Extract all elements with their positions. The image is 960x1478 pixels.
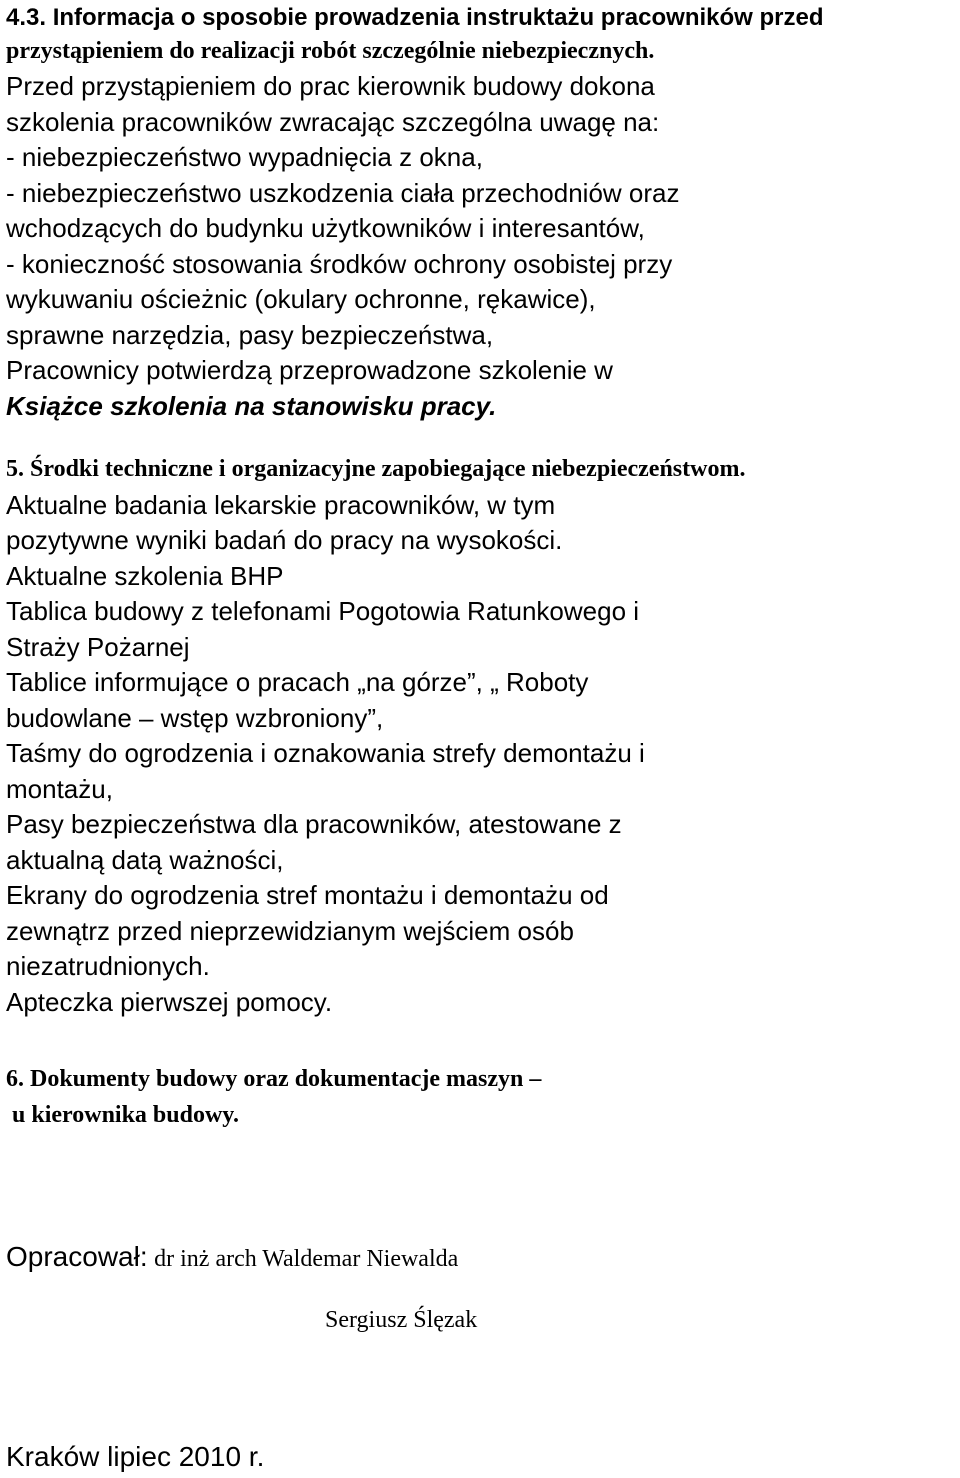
place-date: Kraków lipiec 2010 r. — [6, 1441, 265, 1472]
body-line: Apteczka pierwszej pomocy. — [6, 986, 333, 1017]
section-heading-line: przystąpieniem do realizacji robót szczególnie niebezpiecznych. — [6, 37, 655, 64]
body-line: zewnątrz przed nieprzewidzianym wejściem osób — [6, 915, 574, 946]
signature-block — [6, 1237, 956, 1279]
author-label: Opracował: — [6, 1241, 148, 1272]
body-line: wykuwaniu ościeżnic (okulary ochronne, rękawice), — [6, 284, 596, 314]
section-4-3 — [6, 0, 956, 424]
section-heading-line: 6. Dokumenty budowy oraz dokumentacje maszyn – — [6, 1066, 542, 1092]
section-heading-line: 4.3. Informacja o sposobie prowadzenia instruktażu pracowników przed — [6, 4, 824, 31]
body-line: Aktualne badania lekarskie pracowników, w tym — [6, 489, 556, 520]
body-line: sprawne narzędzia, pasy bezpieczeństwa, — [6, 319, 494, 350]
body-line: aktualną datą ważności, — [6, 844, 284, 875]
body-line: Aktualne szkolenia BHP — [6, 560, 284, 591]
body-line: pozytywne wyniki badań do pracy na wysokości. — [6, 525, 563, 555]
body-line: Tablica budowy z telefonami Pogotowia Ratunkowego i — [6, 596, 640, 626]
section-heading-line: u kierownika budowy. — [12, 1101, 239, 1128]
body-line: Tablice informujące o pracach „na górze”, „ Roboty — [6, 667, 589, 697]
body-line: szkolenia pracowników zwracając szczególna uwagę na: — [6, 106, 660, 137]
emphasis-line: Książce szkolenia na stanowisku pracy. — [6, 390, 497, 421]
section-5 — [6, 452, 956, 1020]
body-line: Taśmy do ogrodzenia i oznakowania strefy demontażu i — [6, 738, 645, 768]
body-line: wchodzących do budynku użytkowników i interesantów, — [6, 213, 645, 243]
list-item: - konieczność stosowania środków ochrony osobistej przy — [6, 248, 673, 279]
section-6 — [6, 1062, 956, 1133]
second-author-name: Sergiusz Ślęzak — [325, 1307, 478, 1333]
body-line: Ekrany do ogrodzenia stref montażu i demontażu od — [6, 880, 609, 910]
list-item: - niebezpieczeństwo uszkodzenia ciała przechodniów oraz — [6, 177, 680, 208]
body-line: montażu, — [6, 773, 113, 804]
body-line: Pracownicy potwierdzą przeprowadzone szkolenie w — [6, 355, 613, 385]
body-line: budowlane – wstęp wzbroniony”, — [6, 702, 384, 733]
section-heading: 5. Środki techniczne i organizacyjne zapobiegające niebezpieczeństwom. — [6, 456, 746, 482]
body-line: Straży Pożarnej — [6, 631, 190, 662]
list-item: - niebezpieczeństwo wypadnięcia z okna, — [6, 142, 483, 172]
author-name: dr inż arch Waldemar Niewalda — [154, 1246, 459, 1272]
body-line: Przed przystąpieniem do prac kierownik budowy dokona — [6, 71, 655, 101]
body-line: Pasy bezpieczeństwa dla pracowników, atestowane z — [6, 809, 622, 839]
body-line: niezatrudnionych. — [6, 951, 210, 981]
